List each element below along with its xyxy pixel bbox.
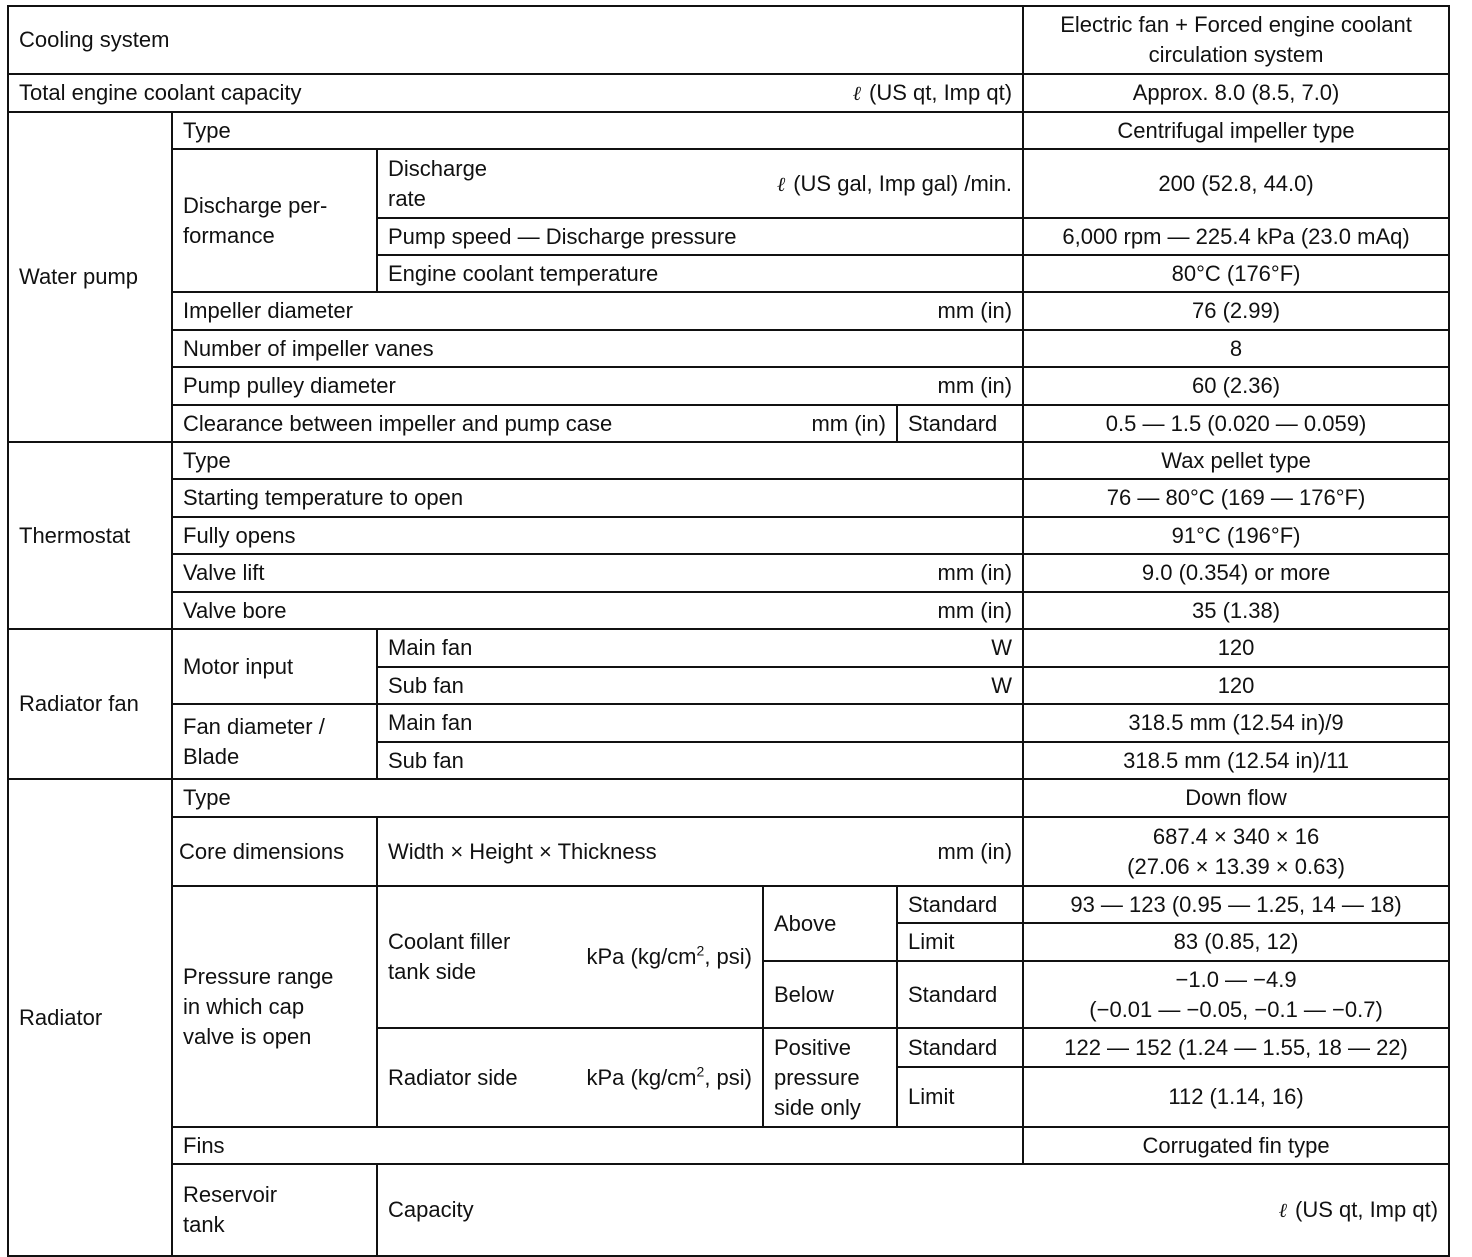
- valve-bore-unit: mm (in): [937, 597, 1013, 623]
- impeller-diameter-value: 76 (2.99): [1023, 292, 1449, 330]
- clearance-condition: Standard: [897, 405, 1023, 442]
- impeller-vanes-value: 8: [1023, 330, 1449, 367]
- total-capacity-unit: (US qt, Imp qt): [869, 80, 1013, 105]
- discharge-rate-value: 200 (52.8, 44.0): [1023, 149, 1449, 218]
- sub-fan-input-unit: W: [991, 672, 1013, 698]
- radiator-type-label: Type: [172, 779, 1023, 817]
- core-dimensions-unit: mm (in): [937, 838, 1013, 864]
- pulley-diameter-cell: [172, 367, 1023, 405]
- clearance-value: 0.5 — 1.5 (0.020 — 0.059): [1023, 405, 1449, 442]
- radiator-type-value: Down flow: [1023, 779, 1449, 817]
- above-label: Above: [763, 886, 897, 961]
- impeller-diameter-unit: mm (in): [937, 298, 1013, 323]
- radiator-fan-label: Radiator fan: [8, 629, 172, 779]
- positive-pressure-label: [763, 1028, 897, 1127]
- sub-fan-diameter-value: 318.5 mm (12.54 in)/11: [1023, 742, 1449, 779]
- radiator-unit-post: , psi): [704, 1064, 752, 1090]
- pressure-range-line2: in which cap: [183, 993, 305, 1019]
- fins-label: Fins: [172, 1127, 1023, 1164]
- start-temp-value: 76 — 80°C (169 — 176°F): [1023, 479, 1449, 517]
- sub-fan-input-label: Sub fan: [388, 672, 464, 698]
- radiator-limit-value: 112 (1.14, 16): [1023, 1067, 1449, 1127]
- pressure-range-line3: valve is open: [183, 1023, 312, 1049]
- motor-input-label: Motor input: [172, 629, 377, 704]
- radiator-unit-pre: kPa (kg/cm: [586, 1064, 697, 1090]
- pulley-diameter-value: 60 (2.36): [1023, 367, 1449, 405]
- main-fan-input-label: Main fan: [388, 635, 473, 660]
- cooling-system-spec-table: [7, 5, 1450, 1257]
- discharge-rate-label-line1: Discharge: [388, 155, 488, 181]
- radiator-side-label: Radiator side: [388, 1064, 518, 1090]
- main-fan-input-cell: [377, 629, 1023, 667]
- radiator-side-unit: [586, 1063, 752, 1093]
- reservoir-line2: tank: [183, 1212, 225, 1237]
- pump-speed-label: Pump speed — Discharge pressure: [377, 218, 1023, 255]
- fan-diameter-label: [172, 704, 377, 779]
- above-standard-label: Standard: [897, 886, 1023, 923]
- valve-lift-label: Valve lift: [183, 560, 265, 585]
- discharge-rate-cell: [377, 149, 1023, 218]
- sub-fan-input-value: 120: [1023, 667, 1449, 704]
- reservoir-capacity-unit: (US qt, Imp qt): [1295, 1197, 1439, 1222]
- discharge-performance-line1: Discharge per-: [183, 192, 328, 218]
- radiator-side-cell: [377, 1028, 763, 1127]
- above-limit-value: 83 (0.85, 12): [1023, 923, 1449, 961]
- pressure-range-label: [172, 886, 377, 1127]
- valve-bore-cell: [172, 592, 1023, 629]
- start-temp-label: Starting temperature to open: [172, 479, 1023, 517]
- core-dimensions-value-line2: (27.06 × 13.39 × 0.63): [1127, 853, 1345, 879]
- thermostat-label: Thermostat: [8, 442, 172, 629]
- discharge-rate-unit: (US gal, Imp gal) /min.: [793, 170, 1013, 196]
- coolant-temp-label: Engine coolant temperature: [377, 255, 1023, 292]
- thermostat-type-value: Wax pellet type: [1023, 442, 1449, 479]
- main-fan-input-value: 120: [1023, 629, 1449, 667]
- filler-side-cell: [377, 886, 763, 1028]
- main-fan-diameter-label: Main fan: [377, 704, 1023, 742]
- coolant-temp-value: 80°C (176°F): [1023, 255, 1449, 292]
- pump-speed-value: 6,000 rpm — 225.4 kPa (23.0 mAq): [1023, 218, 1449, 255]
- clearance-label: Clearance between impeller and pump case: [183, 410, 613, 436]
- impeller-diameter-cell: [172, 292, 1023, 330]
- filler-unit-sup: 2: [696, 942, 705, 959]
- water-pump-type-label: Type: [172, 112, 1023, 149]
- main-fan-input-unit: W: [991, 635, 1013, 660]
- below-standard-value-line1: −1.0 — −4.9: [1175, 966, 1297, 992]
- below-label: Below: [763, 961, 897, 1028]
- total-capacity-label: Total engine coolant capacity: [19, 80, 302, 105]
- filler-unit-pre: kPa (kg/cm: [586, 944, 697, 969]
- filler-side-line1: Coolant filler: [388, 929, 511, 954]
- valve-bore-label: Valve bore: [183, 597, 287, 623]
- main-fan-diameter-value: 318.5 mm (12.54 in)/9: [1023, 704, 1449, 742]
- sub-fan-diameter-label: Sub fan: [377, 742, 1023, 779]
- fins-value: Corrugated fin type: [1023, 1127, 1449, 1164]
- thermostat-type-label: Type: [172, 442, 1023, 479]
- valve-bore-value: 35 (1.38): [1023, 592, 1449, 629]
- below-standard-value-line2: (−0.01 — −0.05, −0.1 — −0.7): [1089, 996, 1383, 1022]
- clearance-cell: [172, 405, 897, 442]
- positive-line2: pressure: [774, 1064, 860, 1090]
- radiator-limit-label: Limit: [897, 1067, 1023, 1127]
- below-standard-value: [1023, 961, 1449, 1028]
- above-standard-value: 93 — 123 (0.95 — 1.25, 14 — 18): [1023, 886, 1449, 923]
- core-dimensions-dims: Width × Height × Thickness: [388, 838, 657, 864]
- valve-lift-cell: [172, 554, 1023, 592]
- impeller-vanes-label: Number of impeller vanes: [172, 330, 1023, 367]
- water-pump-label: Water pump: [8, 112, 172, 442]
- pulley-diameter-label: Pump pulley diameter: [183, 373, 396, 398]
- fan-diameter-line2: Blade: [183, 743, 240, 769]
- discharge-performance-label: [172, 149, 377, 292]
- core-dimensions-value: [1023, 817, 1449, 886]
- radiator-label: Radiator: [8, 779, 172, 1256]
- filler-unit-post: , psi): [704, 944, 752, 969]
- core-dimensions-cell: [377, 817, 1023, 886]
- total-capacity-value: Approx. 8.0 (8.5, 7.0): [1023, 74, 1449, 112]
- below-standard-label: Standard: [897, 961, 1023, 1028]
- valve-lift-value: 9.0 (0.354) or more: [1023, 554, 1449, 592]
- fan-diameter-line1: Fan diameter /: [183, 713, 325, 739]
- impeller-diameter-label: Impeller diameter: [183, 298, 353, 323]
- water-pump-type-value: Centrifugal impeller type: [1023, 112, 1449, 149]
- positive-line3: side only: [774, 1094, 861, 1120]
- cooling-system-label: Cooling system: [8, 6, 1023, 74]
- radiator-standard-value: 122 — 152 (1.24 — 1.55, 18 — 22): [1023, 1028, 1449, 1067]
- liter-symbol: ℓ: [1278, 1198, 1287, 1222]
- clearance-unit: mm (in): [811, 410, 886, 436]
- filler-side-line2: tank side: [388, 959, 477, 984]
- reservoir-label: [172, 1164, 377, 1256]
- liter-symbol: ℓ: [776, 171, 786, 196]
- filler-side-unit: [586, 942, 752, 972]
- pressure-range-line1: Pressure range: [183, 963, 334, 989]
- pulley-diameter-unit: mm (in): [937, 373, 1013, 398]
- reservoir-capacity-label: Capacity: [388, 1197, 474, 1222]
- fully-opens-label: Fully opens: [172, 517, 1023, 554]
- cooling-system-value: Electric fan + Forced engine coolant circulation system: [1023, 6, 1449, 74]
- core-dimensions-label: Core dimensions: [172, 817, 377, 886]
- positive-line1: Positive: [774, 1034, 852, 1060]
- radiator-unit-sup: 2: [696, 1063, 705, 1080]
- liter-symbol: ℓ: [852, 81, 861, 105]
- radiator-standard-label: Standard: [897, 1028, 1023, 1067]
- sub-fan-input-cell: [377, 667, 1023, 704]
- discharge-performance-line2: formance: [183, 222, 275, 248]
- discharge-rate-label-line2: rate: [388, 185, 426, 211]
- valve-lift-unit: mm (in): [937, 560, 1013, 585]
- core-dimensions-value-line1: 687.4 × 340 × 16: [1152, 823, 1320, 849]
- total-capacity-cell: [8, 74, 1023, 112]
- reservoir-line1: Reservoir: [183, 1182, 278, 1207]
- above-limit-label: Limit: [897, 923, 1023, 961]
- fully-opens-value: 91°C (196°F): [1023, 517, 1449, 554]
- reservoir-capacity-cell: [377, 1164, 1449, 1256]
